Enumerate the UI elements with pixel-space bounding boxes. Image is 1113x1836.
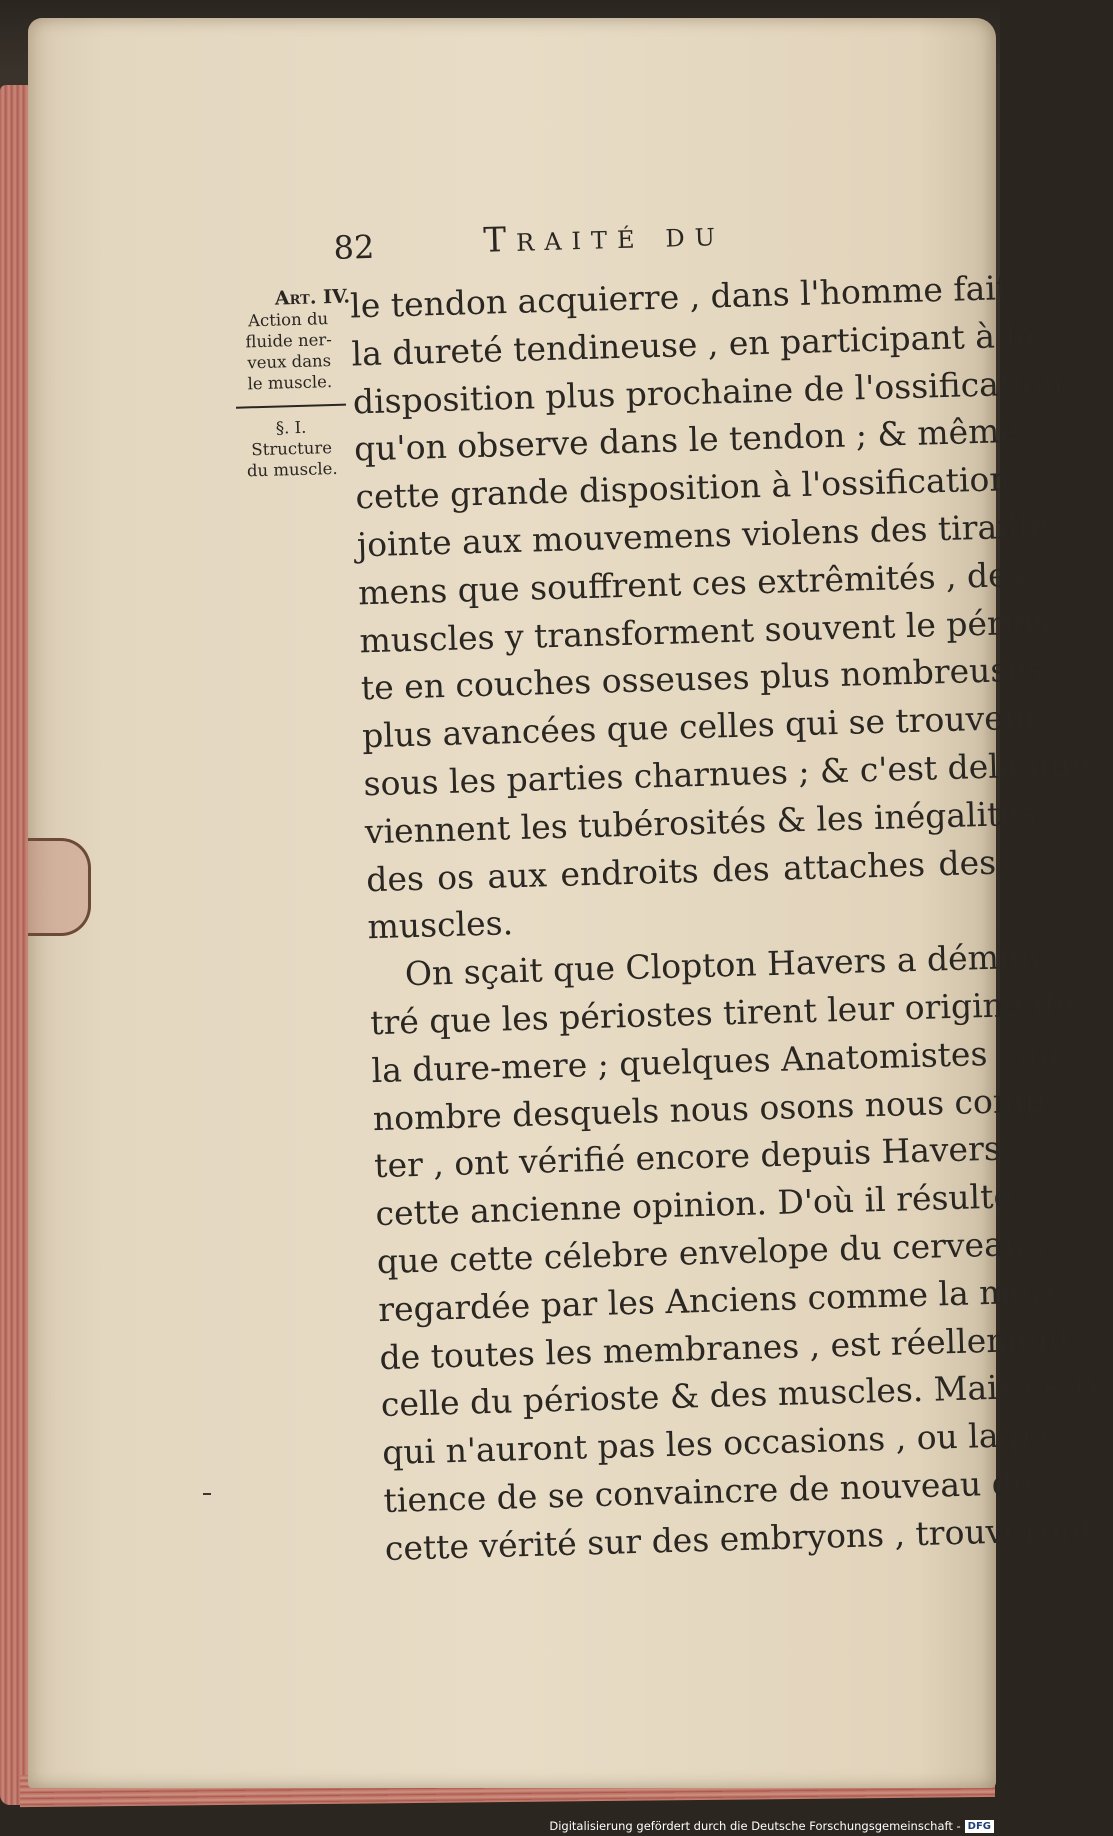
page-number: 82 <box>333 227 375 267</box>
text-line: plus avancées que celles qui se trouvent <box>361 697 1039 756</box>
text-line: disposition plus prochaine de l'ossification <box>352 362 1065 422</box>
text-line: ter , ont vérifié encore depuis Havers , <box>373 1128 1023 1186</box>
text-line: jointe aux mouvemens violens des tiraille- <box>356 505 1060 565</box>
text-line: qu'on observe dans le tendon ; & même <box>353 411 1020 469</box>
credit-text: Digitalisierung gefördert durch die Deutsche Forschungsgemeinschaft - <box>549 1819 961 1833</box>
margin-rule <box>235 404 345 409</box>
section-label: §. I. <box>275 417 307 438</box>
text-line: mens que souffrent ces extrêmités , des <box>357 554 1026 613</box>
printed-text-block <box>223 207 1104 1568</box>
text-line: le tendon acquierre , dans l'homme fait , <box>349 267 1031 326</box>
text-line: des os aux endroits des attaches des <box>365 842 997 899</box>
text-line: cette ancienne opinion. D'où il résulte <box>375 1176 1014 1234</box>
margin-note-line: veux dans <box>247 351 332 373</box>
text-line: tré que les périostes tirent leur origine de <box>369 983 1076 1043</box>
text-line: muscles. <box>367 903 514 947</box>
body-text <box>349 265 1104 1573</box>
text-line: cette grande disposition à l'ossification , <box>355 458 1033 517</box>
text-line: celle du périoste & des muscles. Mais ceux <box>380 1365 1104 1425</box>
text-line: la dure-mere ; quelques Anatomistes , au <box>371 1031 1061 1090</box>
margin-note-line: Structure <box>251 438 333 460</box>
text-line: regardée par les Anciens comme la mere <box>377 1270 1066 1329</box>
text-line: que cette célebre envelope du cerveau , <box>376 1223 1047 1282</box>
text-line: de toutes les membranes , est réellement <box>379 1318 1073 1377</box>
running-title: Traité du <box>482 214 726 261</box>
running-head <box>333 208 934 275</box>
text-line: On sçait que Clopton Havers a démon- <box>404 936 1052 994</box>
text-line: tience de se convaincre de nouveau de <box>383 1462 1033 1520</box>
text-line: te en couches osseuses plus nombreuses , <box>360 649 1066 708</box>
page-clip <box>28 838 91 936</box>
book-page <box>28 18 1104 1788</box>
dfg-logo: DFG <box>965 1820 994 1833</box>
margin-notes <box>225 286 355 481</box>
margin-note-line: Action du <box>247 309 329 331</box>
margin-note-line: le muscle. <box>247 372 333 394</box>
margin-note-line: du muscle. <box>246 458 338 481</box>
text-line: viennent les tubérosités & les inégalités <box>364 793 1038 852</box>
text-line: qui n'auront pas les occasions , ou la pa- <box>381 1414 1062 1473</box>
text-line: cette vérité sur des embryons , trouveront <box>384 1508 1095 1568</box>
article-label: Art. IV. <box>274 285 351 310</box>
stray-ink-mark <box>203 1493 211 1495</box>
text-line: muscles y transforment souvent le périos- <box>359 601 1062 660</box>
margin-note-line: fluide ner- <box>245 330 333 352</box>
text-line: sous les parties charnues ; & c'est delà que <box>363 743 1092 804</box>
text-line: la dureté tendineuse , en participant à la <box>351 315 1037 374</box>
digitization-credit <box>549 1817 994 1835</box>
text-line: nombre desquels nous osons nous comp- <box>372 1079 1057 1138</box>
